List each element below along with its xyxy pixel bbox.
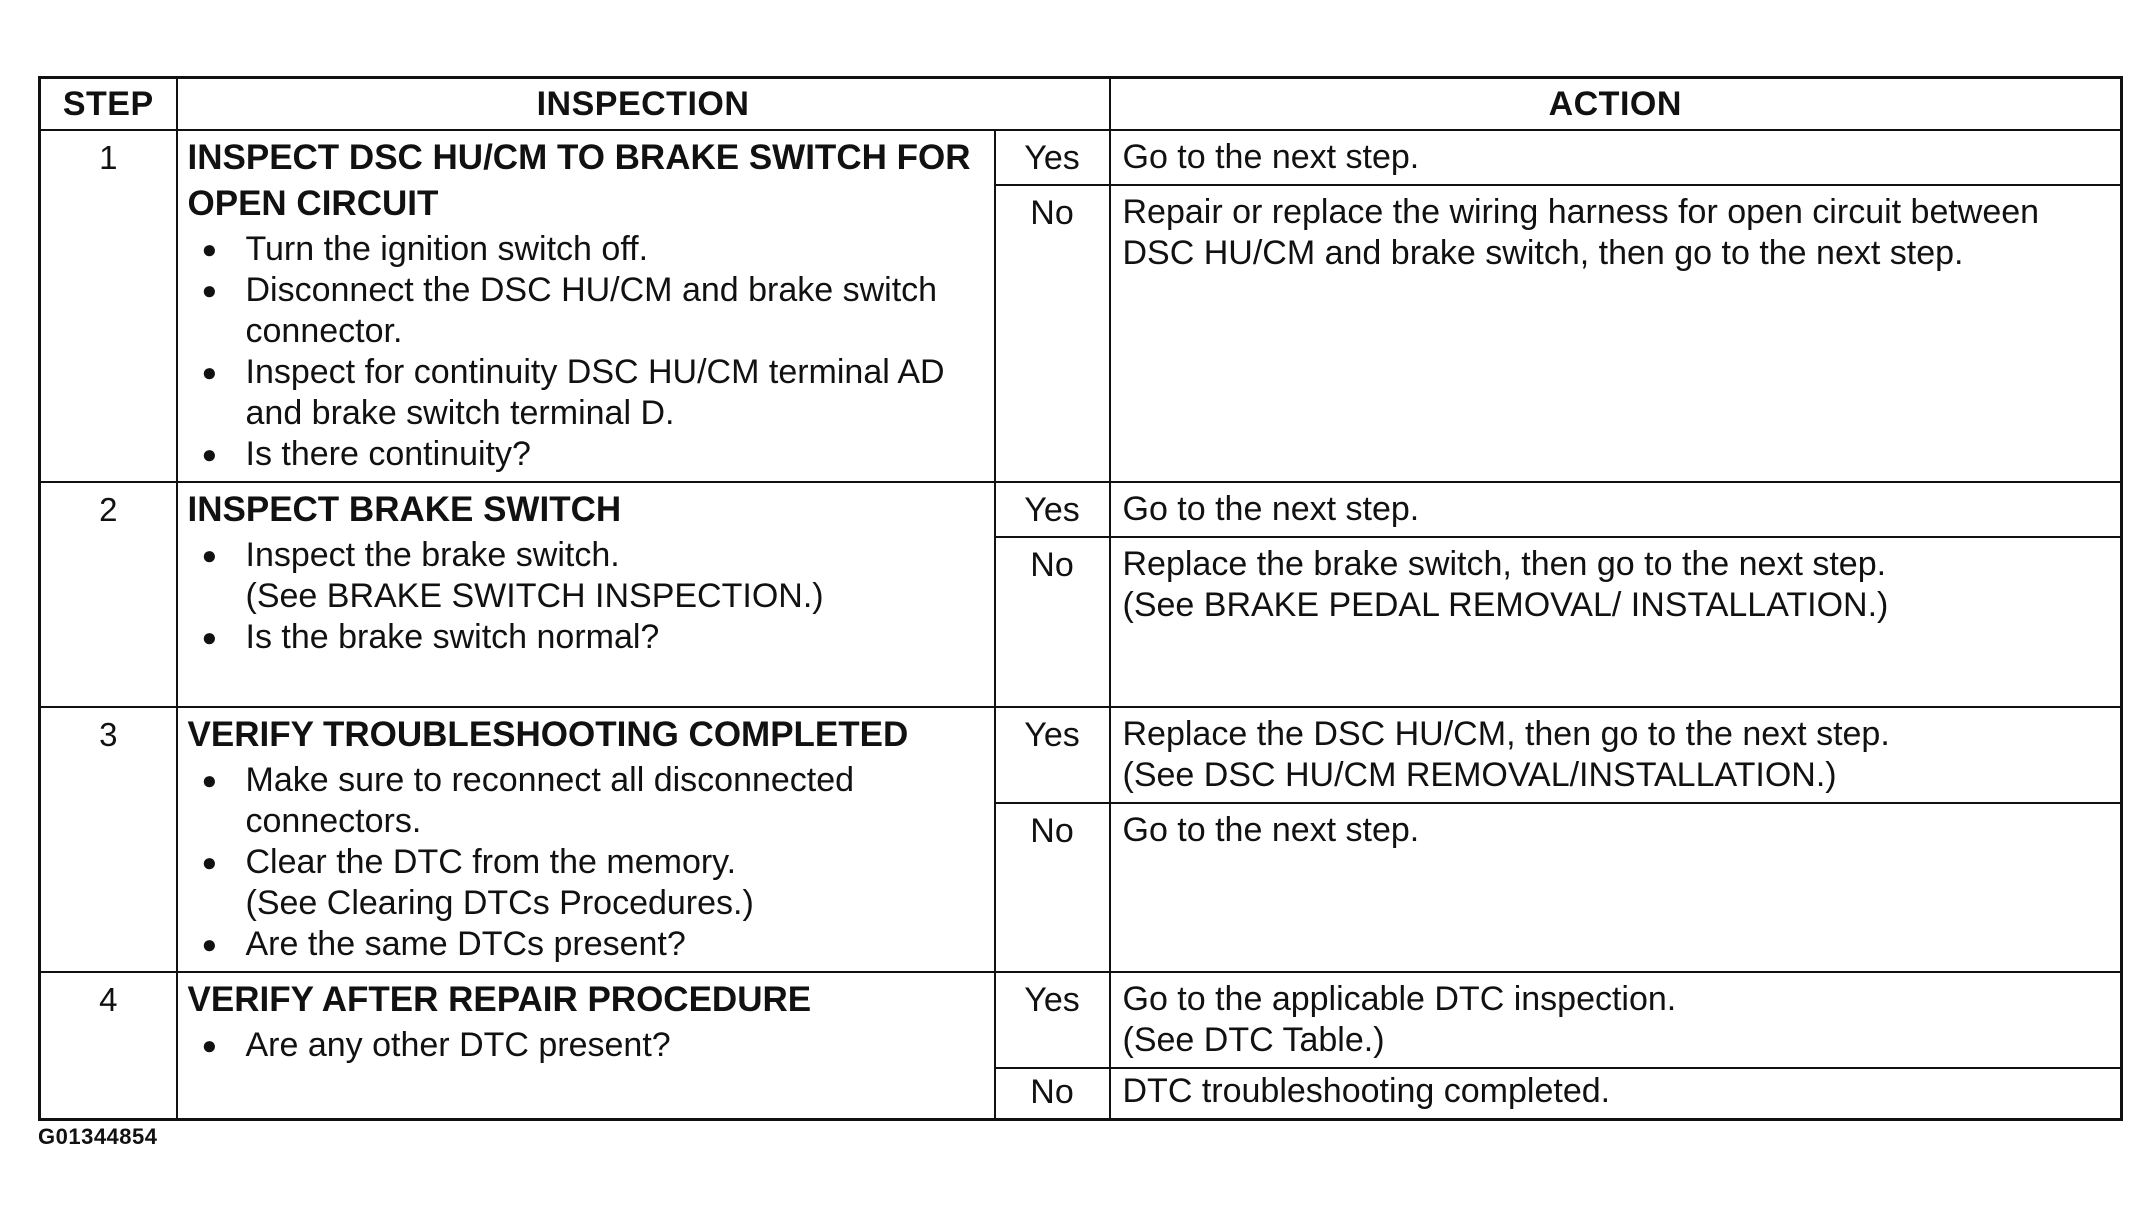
inspection-bullet (188, 352, 984, 434)
bullet-icon: ● (201, 622, 218, 652)
action-text: Repair or replace the wiring harness for open circuit between DSC HU/CM and brake switch, then go to the next step. (1122, 193, 2040, 273)
action-text: DTC troubleshooting completed. (1122, 1072, 1611, 1110)
yes-label: Yes (995, 972, 1110, 1068)
inspection-bullet (188, 434, 984, 475)
inspection-bullet (188, 229, 984, 270)
bullet-text: Make sure to reconnect all disconnected connectors. (245, 761, 855, 840)
bullet-icon: ● (201, 234, 218, 264)
bullet-text: Are the same DTCs present? (245, 925, 686, 963)
inspection-cell (177, 482, 995, 707)
action-text: Go to the next step. (1122, 490, 1420, 528)
inspection-bullets (188, 760, 984, 965)
no-label: No (995, 1068, 1110, 1120)
bullet-icon: ● (201, 929, 218, 959)
inspection-bullet (188, 924, 984, 965)
inspection-cell (177, 707, 995, 972)
step-number: 3 (40, 707, 177, 972)
inspection-bullet (188, 760, 984, 842)
bullet-text: Inspect for continuity DSC HU/CM terminal AD and brake switch terminal D. (245, 353, 945, 432)
inspection-title: VERIFY TROUBLESHOOTING COMPLETED (187, 715, 909, 754)
inspection-bullets (188, 535, 984, 658)
yes-label: Yes (995, 482, 1110, 537)
bullet-note: (See BRAKE SWITCH INSPECTION.) (245, 577, 824, 615)
no-label: No (995, 803, 1110, 972)
bullet-icon: ● (201, 357, 218, 387)
step-number: 1 (40, 130, 177, 482)
action-text: (See DTC Table.) (1122, 1021, 1385, 1059)
bullet-text: Inspect the brake switch. (245, 536, 620, 574)
step-row (40, 972, 2122, 1068)
header-action: ACTION (1110, 78, 2122, 131)
bullet-text: Turn the ignition switch off. (245, 230, 649, 268)
inspection-cell (177, 130, 995, 482)
inspection-bullet (188, 535, 984, 617)
step-row (40, 482, 2122, 537)
yes-label: Yes (995, 130, 1110, 185)
inspection-cell (177, 972, 995, 1120)
no-action (1110, 1068, 2122, 1120)
step-row (40, 707, 2122, 803)
header-row (40, 78, 2122, 131)
no-action (1110, 537, 2122, 707)
header-step: STEP (40, 78, 177, 131)
step-number: 4 (40, 972, 177, 1120)
inspection-bullet (188, 842, 984, 924)
bullet-icon: ● (201, 439, 218, 469)
action-text: Replace the brake switch, then go to the next step. (1122, 545, 1887, 583)
yes-action (1110, 482, 2122, 537)
bullet-note: (See Clearing DTCs Procedures.) (245, 884, 754, 922)
procedure-table (38, 76, 2123, 1121)
inspection-bullets (188, 229, 984, 475)
bullet-icon: ● (201, 847, 218, 877)
action-text: (See BRAKE PEDAL REMOVAL/ INSTALLATION.) (1122, 586, 1889, 624)
step-row (40, 130, 2122, 185)
inspection-bullets (188, 1025, 984, 1066)
inspection-bullet (188, 270, 984, 352)
inspection-title: INSPECT BRAKE SWITCH (187, 490, 622, 529)
figure-id: G01344854 (38, 1124, 158, 1149)
no-action (1110, 185, 2122, 482)
action-text: (See DSC HU/CM REMOVAL/INSTALLATION.) (1122, 756, 1837, 794)
yes-action (1110, 130, 2122, 185)
yes-action (1110, 972, 2122, 1068)
bullet-text: Is the brake switch normal? (245, 618, 660, 656)
action-text: Replace the DSC HU/CM, then go to the next step. (1122, 715, 1890, 753)
step-number: 2 (40, 482, 177, 707)
header-inspection: INSPECTION (177, 78, 1110, 131)
inspection-bullet (188, 1025, 984, 1066)
no-label: No (995, 185, 1110, 482)
bullet-icon: ● (201, 1030, 218, 1060)
bullet-text: Clear the DTC from the memory. (245, 843, 737, 881)
no-action (1110, 803, 2122, 972)
bullet-text: Are any other DTC present? (245, 1026, 671, 1064)
yes-label: Yes (995, 707, 1110, 803)
bullet-text: Is there continuity? (245, 435, 531, 473)
bullet-icon: ● (201, 275, 218, 305)
action-text: Go to the next step. (1122, 138, 1420, 176)
inspection-title: VERIFY AFTER REPAIR PROCEDURE (187, 980, 812, 1019)
no-label: No (995, 537, 1110, 707)
bullet-icon: ● (201, 540, 218, 570)
bullet-text: Disconnect the DSC HU/CM and brake switch connector. (245, 271, 938, 350)
action-text: Go to the next step. (1122, 811, 1420, 850)
inspection-bullet (188, 617, 984, 658)
bullet-icon: ● (201, 765, 218, 795)
yes-action (1110, 707, 2122, 803)
inspection-title: INSPECT DSC HU/CM TO BRAKE SWITCH FOR OPEN CIRCUIT (187, 138, 971, 223)
action-text: Go to the applicable DTC inspection. (1122, 980, 1677, 1018)
